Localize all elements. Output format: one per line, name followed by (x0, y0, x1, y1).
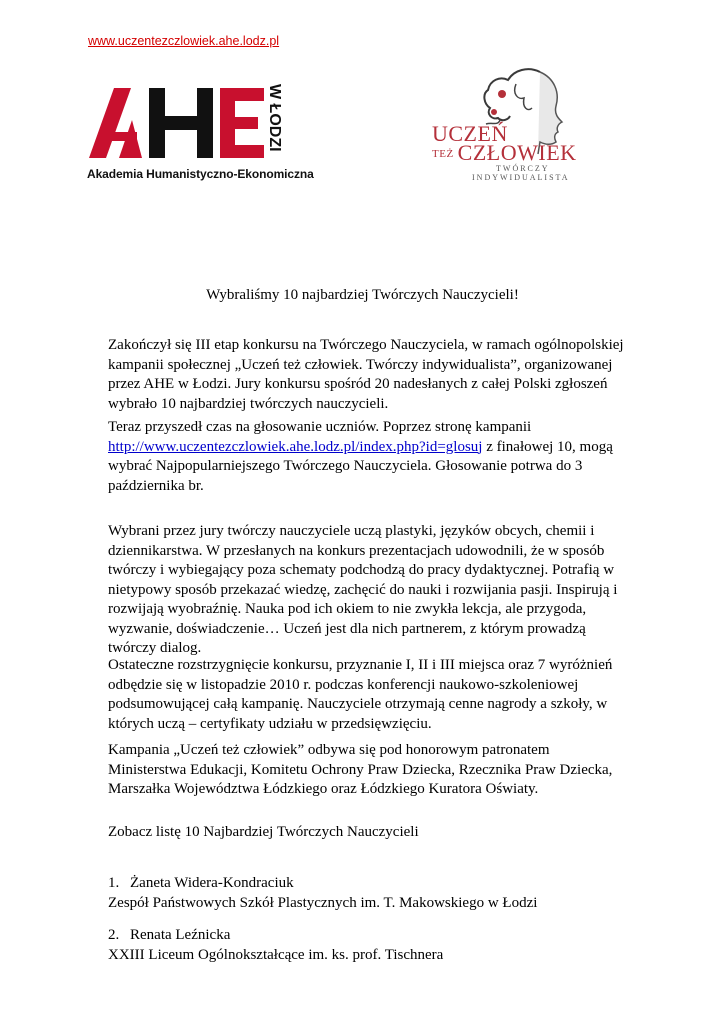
list-item-school: Zespół Państwowych Szkół Plastycznych im. T. Makowskiego w Łodzi (108, 894, 538, 911)
list-item-school: XXIII Liceum Ogólnokształcące im. ks. prof. Tischnera (108, 946, 444, 963)
list-item-name: Renata Leźnicka (130, 927, 231, 943)
paragraph-2-text-before: Teraz przyszedł czas na głosowanie uczniów. Poprzez stronę kampanii (108, 419, 532, 435)
paragraph-4: Ostateczne rozstrzygnięcie konkursu, przyznanie I, II i III miejsca oraz 7 wyróżnień odbędzie się w listopadzie 2010 r. podczas konferencji naukowo-szkoleniowej podsumowującej całą kampanię. Nauczyciele otrzymają cenne nagrody a szkoły, w których uczą – certyfikaty udziału w przedsięwzięciu. (108, 657, 613, 732)
campaign-line-1: UCZEŃ (432, 121, 508, 146)
list-item-number: 1. (108, 875, 120, 891)
paragraph-1: Zakończył się III etap konkursu na Twórczego Nauczyciela, w ramach ogólnopolskiej kampanii społecznej „Uczeń też człowiek. Twórczy indywidualista”, organizowanej przez AHE w Łodzi. Jury konkursu spośród 20 nadesłanych z całej Polski zgłoszeń wybrało 10 najbardziej twórczych nauczycieli. (108, 337, 624, 412)
paragraph-2-text-after: z finałowej 10, mogą wybrać Najpopularniejszego Twórczego Nauczyciela. Głosowanie potrwa do 3 października br. (108, 438, 613, 494)
campaign-small-word: TEŻ (432, 148, 454, 160)
paragraph-5: Kampania „Uczeń też człowiek” odbywa się pod honorowym patronatem Ministerstwa Edukacji, Komitetu Ochrony Praw Dziecka, Rzecznika Praw Dziecka, Marszałka Województwa Łódzkiego oraz Łódzkiego Kuratora Oświaty. (108, 742, 613, 797)
ahe-side-text: W ŁODZI (266, 84, 283, 152)
campaign-line-2-word: CZŁOWIEK (457, 140, 577, 165)
list-item (108, 926, 628, 965)
paragraph-3: Wybrani przez jury twórczy nauczyciele uczą plastyki, języków obcych, chemii i dziennikarstwa. W przesłanych na konkurs prezentacjach udowodnili, że w sposób twórczy i wybiegający poza schematy podchodzą do pracy dydaktycznej. Potrafią w nietypowy sposób przekazać wiedzę, zachęcić do nauki i rozwijania pasji. Inspirują i rozwijają wyobraźnię. Nauka pod ich okiem to nie zwykła lekcja, ale przygoda, wyzwanie, doświadczenie… Uczeń jest dla nich partnerem, z którym prowadzą twórczy dialog. (108, 523, 618, 656)
document-title: Wybraliśmy 10 najbardziej Twórczych Nauczycieli! (206, 287, 519, 303)
list-item (108, 874, 628, 913)
campaign-line-4: INDYWIDUALISTA (472, 173, 570, 182)
site-url-link[interactable]: www.uczentezczlowiek.ahe.lodz.pl (88, 34, 280, 48)
list-item-name: Żaneta Widera-Kondraciuk (130, 875, 294, 891)
campaign-line-3: TWÓRCZY (496, 164, 550, 173)
ahe-subtitle: Akademia Humanistyczno-Ekonomiczna (87, 167, 314, 181)
paragraph-2 (108, 418, 628, 496)
vote-link[interactable]: http://www.uczentezczlowiek.ahe.lodz.pl/index.php?id=glosuj (108, 438, 483, 455)
paragraph-6: Zobacz listę 10 Najbardziej Twórczych Nauczycieli (108, 824, 419, 840)
campaign-line-2 (432, 140, 577, 166)
list-item-number: 2. (108, 927, 120, 943)
